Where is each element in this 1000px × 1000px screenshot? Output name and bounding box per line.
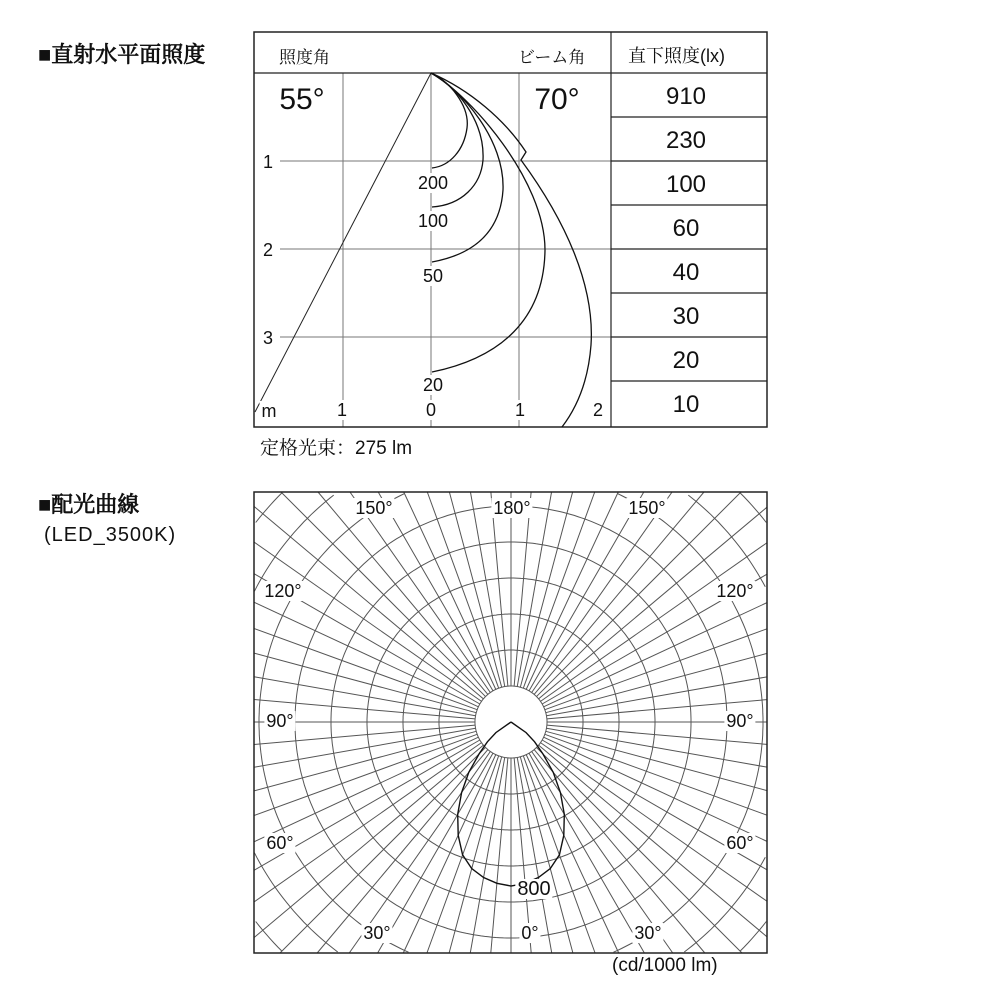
direct-illum-value: 40: [672, 259, 700, 286]
header-illum-angle: 照度角: [279, 48, 330, 67]
grid-spoke: [318, 492, 488, 694]
x-label: 1: [514, 400, 526, 420]
grid-spoke: [534, 492, 704, 694]
peak-label: 800: [517, 878, 551, 900]
grid-spoke: [540, 543, 767, 702]
grid-spoke: [254, 743, 482, 902]
direct-illum-value: 230: [665, 127, 707, 154]
angle-label: 150°: [628, 498, 666, 518]
distribution-subheading: (LED_3500K): [44, 524, 177, 546]
angle-label: 30°: [634, 923, 662, 943]
grid-spoke: [281, 492, 486, 697]
grid-spoke: [254, 602, 478, 707]
grid-spoke: [544, 603, 767, 707]
angle-label: 120°: [264, 581, 302, 601]
contour-label: 100: [417, 211, 449, 231]
illuminance-heading: ■直射水平面照度: [38, 42, 206, 67]
direct-illum-value: 60: [672, 215, 700, 242]
angle-label: 30°: [363, 923, 391, 943]
grid-spoke: [404, 492, 496, 689]
depth-label: 2: [262, 240, 274, 260]
grid-spoke: [545, 629, 767, 710]
grid-spoke: [532, 492, 672, 693]
header-direct-illum: 直下照度(lx): [628, 46, 725, 66]
angle-label: 150°: [355, 498, 393, 518]
distribution-heading: ■配光曲線: [38, 492, 140, 517]
grid-spoke: [254, 734, 477, 815]
angle-label: 120°: [716, 581, 754, 601]
direct-illum-value: 910: [665, 83, 707, 110]
grid-spoke: [350, 492, 490, 693]
grid-spoke: [254, 737, 478, 842]
grid-spoke: [254, 542, 482, 701]
grid-spoke: [536, 492, 741, 697]
grid-spoke: [544, 737, 767, 841]
grid-spoke: [545, 734, 767, 815]
contour-label: 20: [422, 375, 444, 395]
direct-illum-value: 20: [672, 347, 700, 374]
angle-label: 180°: [493, 498, 531, 518]
x-label: 2: [592, 400, 604, 420]
grid-spoke: [526, 492, 618, 689]
grid-spoke: [540, 743, 767, 902]
direct-illum-value: 30: [672, 303, 700, 330]
contour-label: 50: [422, 266, 444, 286]
grid-spoke: [403, 755, 496, 953]
unit-label: m: [261, 401, 277, 421]
direct-illum-value: 10: [672, 391, 700, 418]
angle-label: 60°: [726, 833, 754, 853]
rated-flux: 定格光束：275 lm: [260, 438, 413, 459]
depth-label: 3: [262, 328, 274, 348]
header-beam-angle: ビーム角: [518, 48, 586, 67]
illum-angle-value: 55°: [279, 83, 325, 116]
direct-illum-value: 100: [665, 171, 707, 198]
depth-label: 1: [262, 152, 274, 172]
contour-label: 200: [417, 173, 449, 193]
contour-200: [431, 73, 467, 168]
contour-10: [431, 73, 591, 427]
unit-label: (cd/1000 lm): [612, 955, 718, 976]
x-label: 1: [336, 400, 348, 420]
x-label: 0: [425, 400, 437, 420]
angle-label: 0°: [521, 923, 539, 943]
grid-spoke: [254, 628, 477, 709]
polar-diagram: [254, 492, 767, 953]
beam-angle-value: 70°: [534, 83, 580, 116]
angle-label: 90°: [266, 711, 294, 731]
angle-label: 90°: [726, 711, 754, 731]
angle-label: 60°: [266, 833, 294, 853]
